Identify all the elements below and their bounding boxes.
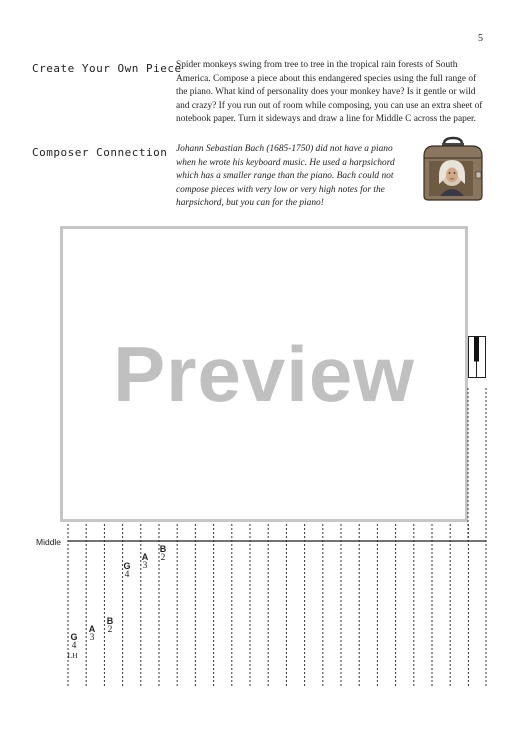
note-letter: A [141,552,149,562]
note-finger: 3 [142,561,148,571]
note-finger: 2 [107,625,113,635]
note-label [139,553,151,571]
bach-lunchbox-image [420,136,486,202]
note-finger: 4 [124,570,130,580]
middle-c-label: Middle [36,537,62,547]
preview-watermark-text: Preview [113,330,415,418]
note-label [104,617,116,635]
create-section-title: Create Your Own Piece [32,62,182,75]
note-letter: B [159,544,167,554]
note-hand: LH [67,651,78,660]
note-letter: G [70,632,78,642]
note-letter: B [106,616,114,626]
note-label [157,545,169,563]
note-finger: 3 [89,633,95,643]
page-number: 5 [478,33,483,44]
create-section-body: Spider monkeys swing from tree to tree in the tropical rain forests of South America. Compose a piece about this endangered species using the full range of the piano. What kind of personality does your monkey have? Is it gentle or wild and crazy? If you run out of room while composing, you can use an extra sheet of notebook paper. Turn it sideways and draw a line for Middle C across the paper. [176,60,483,125]
note-letter: A [88,624,96,634]
composer-section-body: Johann Sebastian Bach (1685-1750) did not have a piano when he wrote his keyboard music. He used a harpsichord which has a smaller range than the piano. Bach could not compose pieces with very low or very high notes for the harpsichord, but you can for the piano! [176,144,395,209]
note-label [121,562,133,580]
note-label [68,633,80,660]
note-label [86,625,98,643]
preview-watermark-box [60,226,468,522]
note-letter: G [123,561,131,571]
note-finger: 2 [160,553,166,563]
note-finger: 4 [71,641,77,651]
composer-section-title: Composer Connection [32,146,168,159]
piano-keys-icon [468,336,486,378]
